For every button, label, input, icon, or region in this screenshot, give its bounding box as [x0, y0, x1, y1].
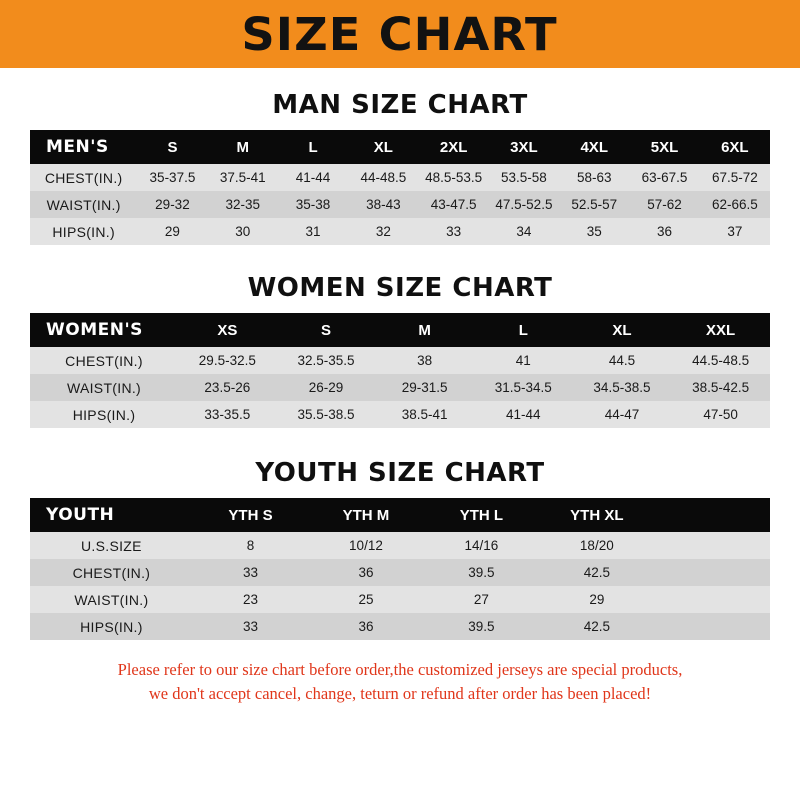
column-header: 2XL [418, 130, 488, 164]
cell: 39.5 [424, 613, 539, 640]
table-header-row [30, 498, 770, 532]
cell: 35-38 [278, 191, 348, 218]
cell: 35.5-38.5 [277, 401, 376, 428]
cell-spacer [655, 532, 770, 559]
cell: 42.5 [539, 559, 654, 586]
women-size-table [30, 313, 770, 428]
cell: 48.5-53.5 [418, 164, 488, 191]
table-row [30, 374, 770, 401]
women-section-title: WOMEN SIZE CHART [247, 273, 553, 303]
cell: 33 [193, 559, 308, 586]
cell: 38 [375, 347, 474, 374]
cell: 29 [539, 586, 654, 613]
youth-size-table-wrap [30, 498, 770, 640]
cell: 43-47.5 [418, 191, 488, 218]
cell: 34 [489, 218, 559, 245]
cell: 44-48.5 [348, 164, 418, 191]
column-header: YTH XL [539, 498, 654, 532]
cell: 30 [208, 218, 278, 245]
table-row [30, 191, 770, 218]
column-header: 6XL [700, 130, 770, 164]
table-header-row [30, 130, 770, 164]
cell-spacer [655, 586, 770, 613]
column-header: S [137, 130, 207, 164]
footer-line-1: Please refer to our size chart before order,the customized jerseys are special products, [117, 660, 683, 679]
cell: 37 [700, 218, 770, 245]
cell: 33 [418, 218, 488, 245]
row-label: HIPS(IN.) [30, 401, 178, 428]
column-header: 3XL [489, 130, 559, 164]
row-label: WAIST(IN.) [30, 191, 137, 218]
cell: 36 [308, 613, 423, 640]
column-header: YOUTH [30, 498, 193, 532]
men-size-table-wrap [30, 130, 770, 245]
cell: 62-66.5 [700, 191, 770, 218]
cell: 32.5-35.5 [277, 347, 376, 374]
cell: 44.5-48.5 [671, 347, 770, 374]
column-header: XS [178, 313, 277, 347]
cell: 29-32 [137, 191, 207, 218]
cell: 41 [474, 347, 573, 374]
table-row [30, 401, 770, 428]
header-banner [0, 0, 800, 68]
cell: 37.5-41 [208, 164, 278, 191]
page-title: SIZE CHART [241, 7, 559, 61]
youth-size-table [30, 498, 770, 640]
column-header: 4XL [559, 130, 629, 164]
cell: 58-63 [559, 164, 629, 191]
row-label: CHEST(IN.) [30, 559, 193, 586]
cell: 29 [137, 218, 207, 245]
column-header: M [208, 130, 278, 164]
row-label: HIPS(IN.) [30, 613, 193, 640]
cell-spacer [655, 613, 770, 640]
cell: 35 [559, 218, 629, 245]
cell: 67.5-72 [700, 164, 770, 191]
cell: 44.5 [573, 347, 672, 374]
women-size-table-wrap [30, 313, 770, 428]
cell: 38.5-41 [375, 401, 474, 428]
cell: 25 [308, 586, 423, 613]
row-label: CHEST(IN.) [30, 164, 137, 191]
cell: 18/20 [539, 532, 654, 559]
cell: 35-37.5 [137, 164, 207, 191]
men-size-table [30, 130, 770, 245]
cell: 36 [629, 218, 699, 245]
table-row [30, 164, 770, 191]
cell: 14/16 [424, 532, 539, 559]
cell: 53.5-58 [489, 164, 559, 191]
column-header: XL [348, 130, 418, 164]
cell: 52.5-57 [559, 191, 629, 218]
row-label: WAIST(IN.) [30, 586, 193, 613]
column-header: L [278, 130, 348, 164]
cell: 41-44 [278, 164, 348, 191]
cell-spacer [655, 559, 770, 586]
column-header-spacer [655, 498, 770, 532]
cell: 47-50 [671, 401, 770, 428]
cell: 8 [193, 532, 308, 559]
cell: 32-35 [208, 191, 278, 218]
cell: 26-29 [277, 374, 376, 401]
row-label: WAIST(IN.) [30, 374, 178, 401]
table-row [30, 218, 770, 245]
column-header: S [277, 313, 376, 347]
column-header: M [375, 313, 474, 347]
column-header: XXL [671, 313, 770, 347]
table-row [30, 559, 770, 586]
table-row [30, 586, 770, 613]
cell: 27 [424, 586, 539, 613]
cell: 41-44 [474, 401, 573, 428]
youth-section-title: YOUTH SIZE CHART [255, 458, 545, 488]
cell: 32 [348, 218, 418, 245]
cell: 31 [278, 218, 348, 245]
cell: 44-47 [573, 401, 672, 428]
cell: 23.5-26 [178, 374, 277, 401]
cell: 47.5-52.5 [489, 191, 559, 218]
cell: 34.5-38.5 [573, 374, 672, 401]
footer-line-2: we don't accept cancel, change, teturn or refund after order has been placed! [148, 683, 652, 703]
column-header: 5XL [629, 130, 699, 164]
column-header: YTH S [193, 498, 308, 532]
cell: 36 [308, 559, 423, 586]
footer-disclaimer [20, 658, 780, 706]
table-row [30, 613, 770, 640]
table-header-row [30, 313, 770, 347]
column-header: WOMEN'S [30, 313, 178, 347]
cell: 38-43 [348, 191, 418, 218]
cell: 33 [193, 613, 308, 640]
cell: 10/12 [308, 532, 423, 559]
row-label: HIPS(IN.) [30, 218, 137, 245]
row-label: CHEST(IN.) [30, 347, 178, 374]
cell: 63-67.5 [629, 164, 699, 191]
column-header: YTH L [424, 498, 539, 532]
cell: 29-31.5 [375, 374, 474, 401]
column-header: XL [573, 313, 672, 347]
cell: 31.5-34.5 [474, 374, 573, 401]
cell: 38.5-42.5 [671, 374, 770, 401]
row-label: U.S.SIZE [30, 532, 193, 559]
column-header: MEN'S [30, 130, 137, 164]
column-header: L [474, 313, 573, 347]
table-row [30, 347, 770, 374]
cell: 23 [193, 586, 308, 613]
cell: 29.5-32.5 [178, 347, 277, 374]
cell: 42.5 [539, 613, 654, 640]
column-header: YTH M [308, 498, 423, 532]
men-section-title: MAN SIZE CHART [272, 90, 528, 120]
cell: 33-35.5 [178, 401, 277, 428]
cell: 39.5 [424, 559, 539, 586]
cell: 57-62 [629, 191, 699, 218]
table-row [30, 532, 770, 559]
